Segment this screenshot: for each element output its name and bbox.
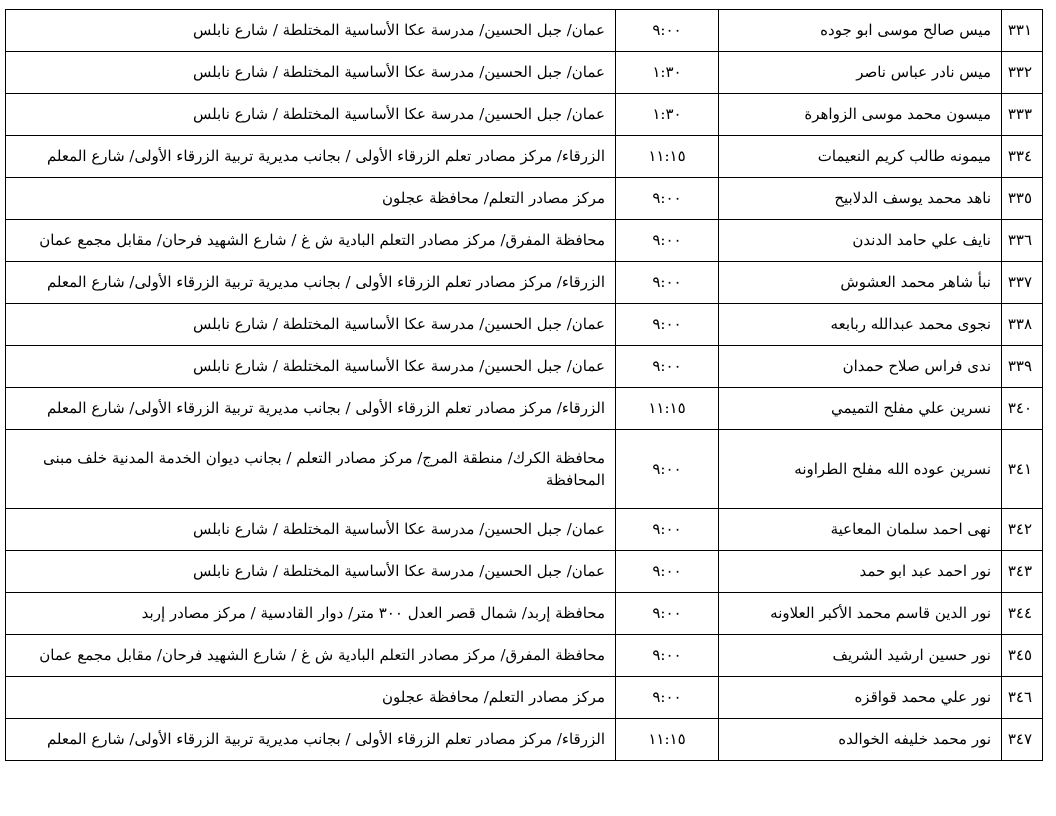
exam-time: ٩:٠٠ <box>616 509 719 551</box>
row-number: ٣٣٧ <box>1002 262 1043 304</box>
row-number: ٣٣١ <box>1002 10 1043 52</box>
exam-time: ٩:٠٠ <box>616 346 719 388</box>
exam-location: عمان/ جبل الحسين/ مدرسة عكا الأساسية المختلطة / شارع نابلس <box>6 94 616 136</box>
table-row <box>6 52 1043 94</box>
person-name: نور محمد خليفه الخوالده <box>719 719 1002 761</box>
row-number: ٣٤٣ <box>1002 551 1043 593</box>
row-number: ٣٤٤ <box>1002 593 1043 635</box>
person-name: ميس نادر عباس ناصر <box>719 52 1002 94</box>
row-number: ٣٤٧ <box>1002 719 1043 761</box>
table-row <box>6 262 1043 304</box>
table-row <box>6 304 1043 346</box>
exam-location: الزرقاء/ مركز مصادر تعلم الزرقاء الأولى / بجانب مديرية تربية الزرقاء الأولى/ شارع المعلم <box>6 388 616 430</box>
exam-time: ١١:١٥ <box>616 388 719 430</box>
exam-location: عمان/ جبل الحسين/ مدرسة عكا الأساسية المختلطة / شارع نابلس <box>6 509 616 551</box>
table-row <box>6 178 1043 220</box>
exam-location: مركز مصادر التعلم/ محافظة عجلون <box>6 677 616 719</box>
exam-location: عمان/ جبل الحسين/ مدرسة عكا الأساسية المختلطة / شارع نابلس <box>6 551 616 593</box>
exam-time: ١١:١٥ <box>616 136 719 178</box>
exam-time: ١١:١٥ <box>616 719 719 761</box>
person-name: نسرين علي مفلح التميمي <box>719 388 1002 430</box>
person-name: نايف علي حامد الدندن <box>719 220 1002 262</box>
person-name: نهى احمد سلمان المعاعية <box>719 509 1002 551</box>
table-row <box>6 388 1043 430</box>
exam-location: الزرقاء/ مركز مصادر تعلم الزرقاء الأولى / بجانب مديرية تربية الزرقاء الأولى/ شارع المعلم <box>6 136 616 178</box>
exam-location: عمان/ جبل الحسين/ مدرسة عكا الأساسية المختلطة / شارع نابلس <box>6 52 616 94</box>
table-row <box>6 94 1043 136</box>
person-name: ندى فراس صلاح حمدان <box>719 346 1002 388</box>
exam-location: مركز مصادر التعلم/ محافظة عجلون <box>6 178 616 220</box>
row-number: ٣٣٨ <box>1002 304 1043 346</box>
table-row <box>6 593 1043 635</box>
table-row <box>6 346 1043 388</box>
exam-time: ١:٣٠ <box>616 52 719 94</box>
table-row <box>6 136 1043 178</box>
exam-location: عمان/ جبل الحسين/ مدرسة عكا الأساسية المختلطة / شارع نابلس <box>6 346 616 388</box>
person-name: نور علي محمد قواقزه <box>719 677 1002 719</box>
exam-location: عمان/ جبل الحسين/ مدرسة عكا الأساسية المختلطة / شارع نابلس <box>6 304 616 346</box>
row-number: ٣٤٥ <box>1002 635 1043 677</box>
schedule-table <box>5 9 1043 761</box>
table-row <box>6 220 1043 262</box>
exam-location: محافظة إربد/ شمال قصر العدل ٣٠٠ متر/ دوار القادسية / مركز مصادر إربد <box>6 593 616 635</box>
person-name: نبأ شاهر محمد العشوش <box>719 262 1002 304</box>
row-number: ٣٤٦ <box>1002 677 1043 719</box>
person-name: ميسون محمد موسى الزواهرة <box>719 94 1002 136</box>
exam-time: ٩:٠٠ <box>616 178 719 220</box>
table-row <box>6 635 1043 677</box>
exam-time: ٩:٠٠ <box>616 304 719 346</box>
table-row <box>6 677 1043 719</box>
exam-time: ٩:٠٠ <box>616 430 719 509</box>
exam-location: عمان/ جبل الحسين/ مدرسة عكا الأساسية المختلطة / شارع نابلس <box>6 10 616 52</box>
table-row <box>6 509 1043 551</box>
person-name: نور حسين ارشيد الشريف <box>719 635 1002 677</box>
row-number: ٣٣٣ <box>1002 94 1043 136</box>
table-row <box>6 551 1043 593</box>
row-number: ٣٣٥ <box>1002 178 1043 220</box>
person-name: ناهد محمد يوسف الدلابيح <box>719 178 1002 220</box>
exam-time: ٩:٠٠ <box>616 220 719 262</box>
exam-location: محافظة المفرق/ مركز مصادر التعلم البادية ش غ / شارع الشهيد فرحان/ مقابل مجمع عمان <box>6 635 616 677</box>
exam-time: ٩:٠٠ <box>616 262 719 304</box>
exam-time: ٩:٠٠ <box>616 677 719 719</box>
person-name: ميمونه طالب كريم النعيمات <box>719 136 1002 178</box>
exam-location: محافظة الكرك/ منطقة المرج/ مركز مصادر التعلم / بجانب ديوان الخدمة المدنية خلف مبنى المحافظة <box>6 430 616 509</box>
row-number: ٣٣٢ <box>1002 52 1043 94</box>
row-number: ٣٣٩ <box>1002 346 1043 388</box>
table-row <box>6 10 1043 52</box>
exam-location: الزرقاء/ مركز مصادر تعلم الزرقاء الأولى / بجانب مديرية تربية الزرقاء الأولى/ شارع المعلم <box>6 719 616 761</box>
row-number: ٣٣٤ <box>1002 136 1043 178</box>
schedule-table-body <box>6 10 1043 761</box>
person-name: نور احمد عبد ابو حمد <box>719 551 1002 593</box>
person-name: نسرين عوده الله مفلح الطراونه <box>719 430 1002 509</box>
exam-time: ٩:٠٠ <box>616 10 719 52</box>
person-name: ميس صالح موسى ابو جوده <box>719 10 1002 52</box>
exam-location: الزرقاء/ مركز مصادر تعلم الزرقاء الأولى / بجانب مديرية تربية الزرقاء الأولى/ شارع المعلم <box>6 262 616 304</box>
row-number: ٣٤١ <box>1002 430 1043 509</box>
table-row <box>6 430 1043 509</box>
person-name: نور الدين قاسم محمد الأكبر العلاونه <box>719 593 1002 635</box>
row-number: ٣٣٦ <box>1002 220 1043 262</box>
exam-location: محافظة المفرق/ مركز مصادر التعلم البادية ش غ / شارع الشهيد فرحان/ مقابل مجمع عمان <box>6 220 616 262</box>
exam-time: ٩:٠٠ <box>616 593 719 635</box>
person-name: نجوى محمد عبدالله ربابعه <box>719 304 1002 346</box>
exam-time: ١:٣٠ <box>616 94 719 136</box>
exam-time: ٩:٠٠ <box>616 551 719 593</box>
table-row <box>6 719 1043 761</box>
exam-time: ٩:٠٠ <box>616 635 719 677</box>
row-number: ٣٤٢ <box>1002 509 1043 551</box>
row-number: ٣٤٠ <box>1002 388 1043 430</box>
